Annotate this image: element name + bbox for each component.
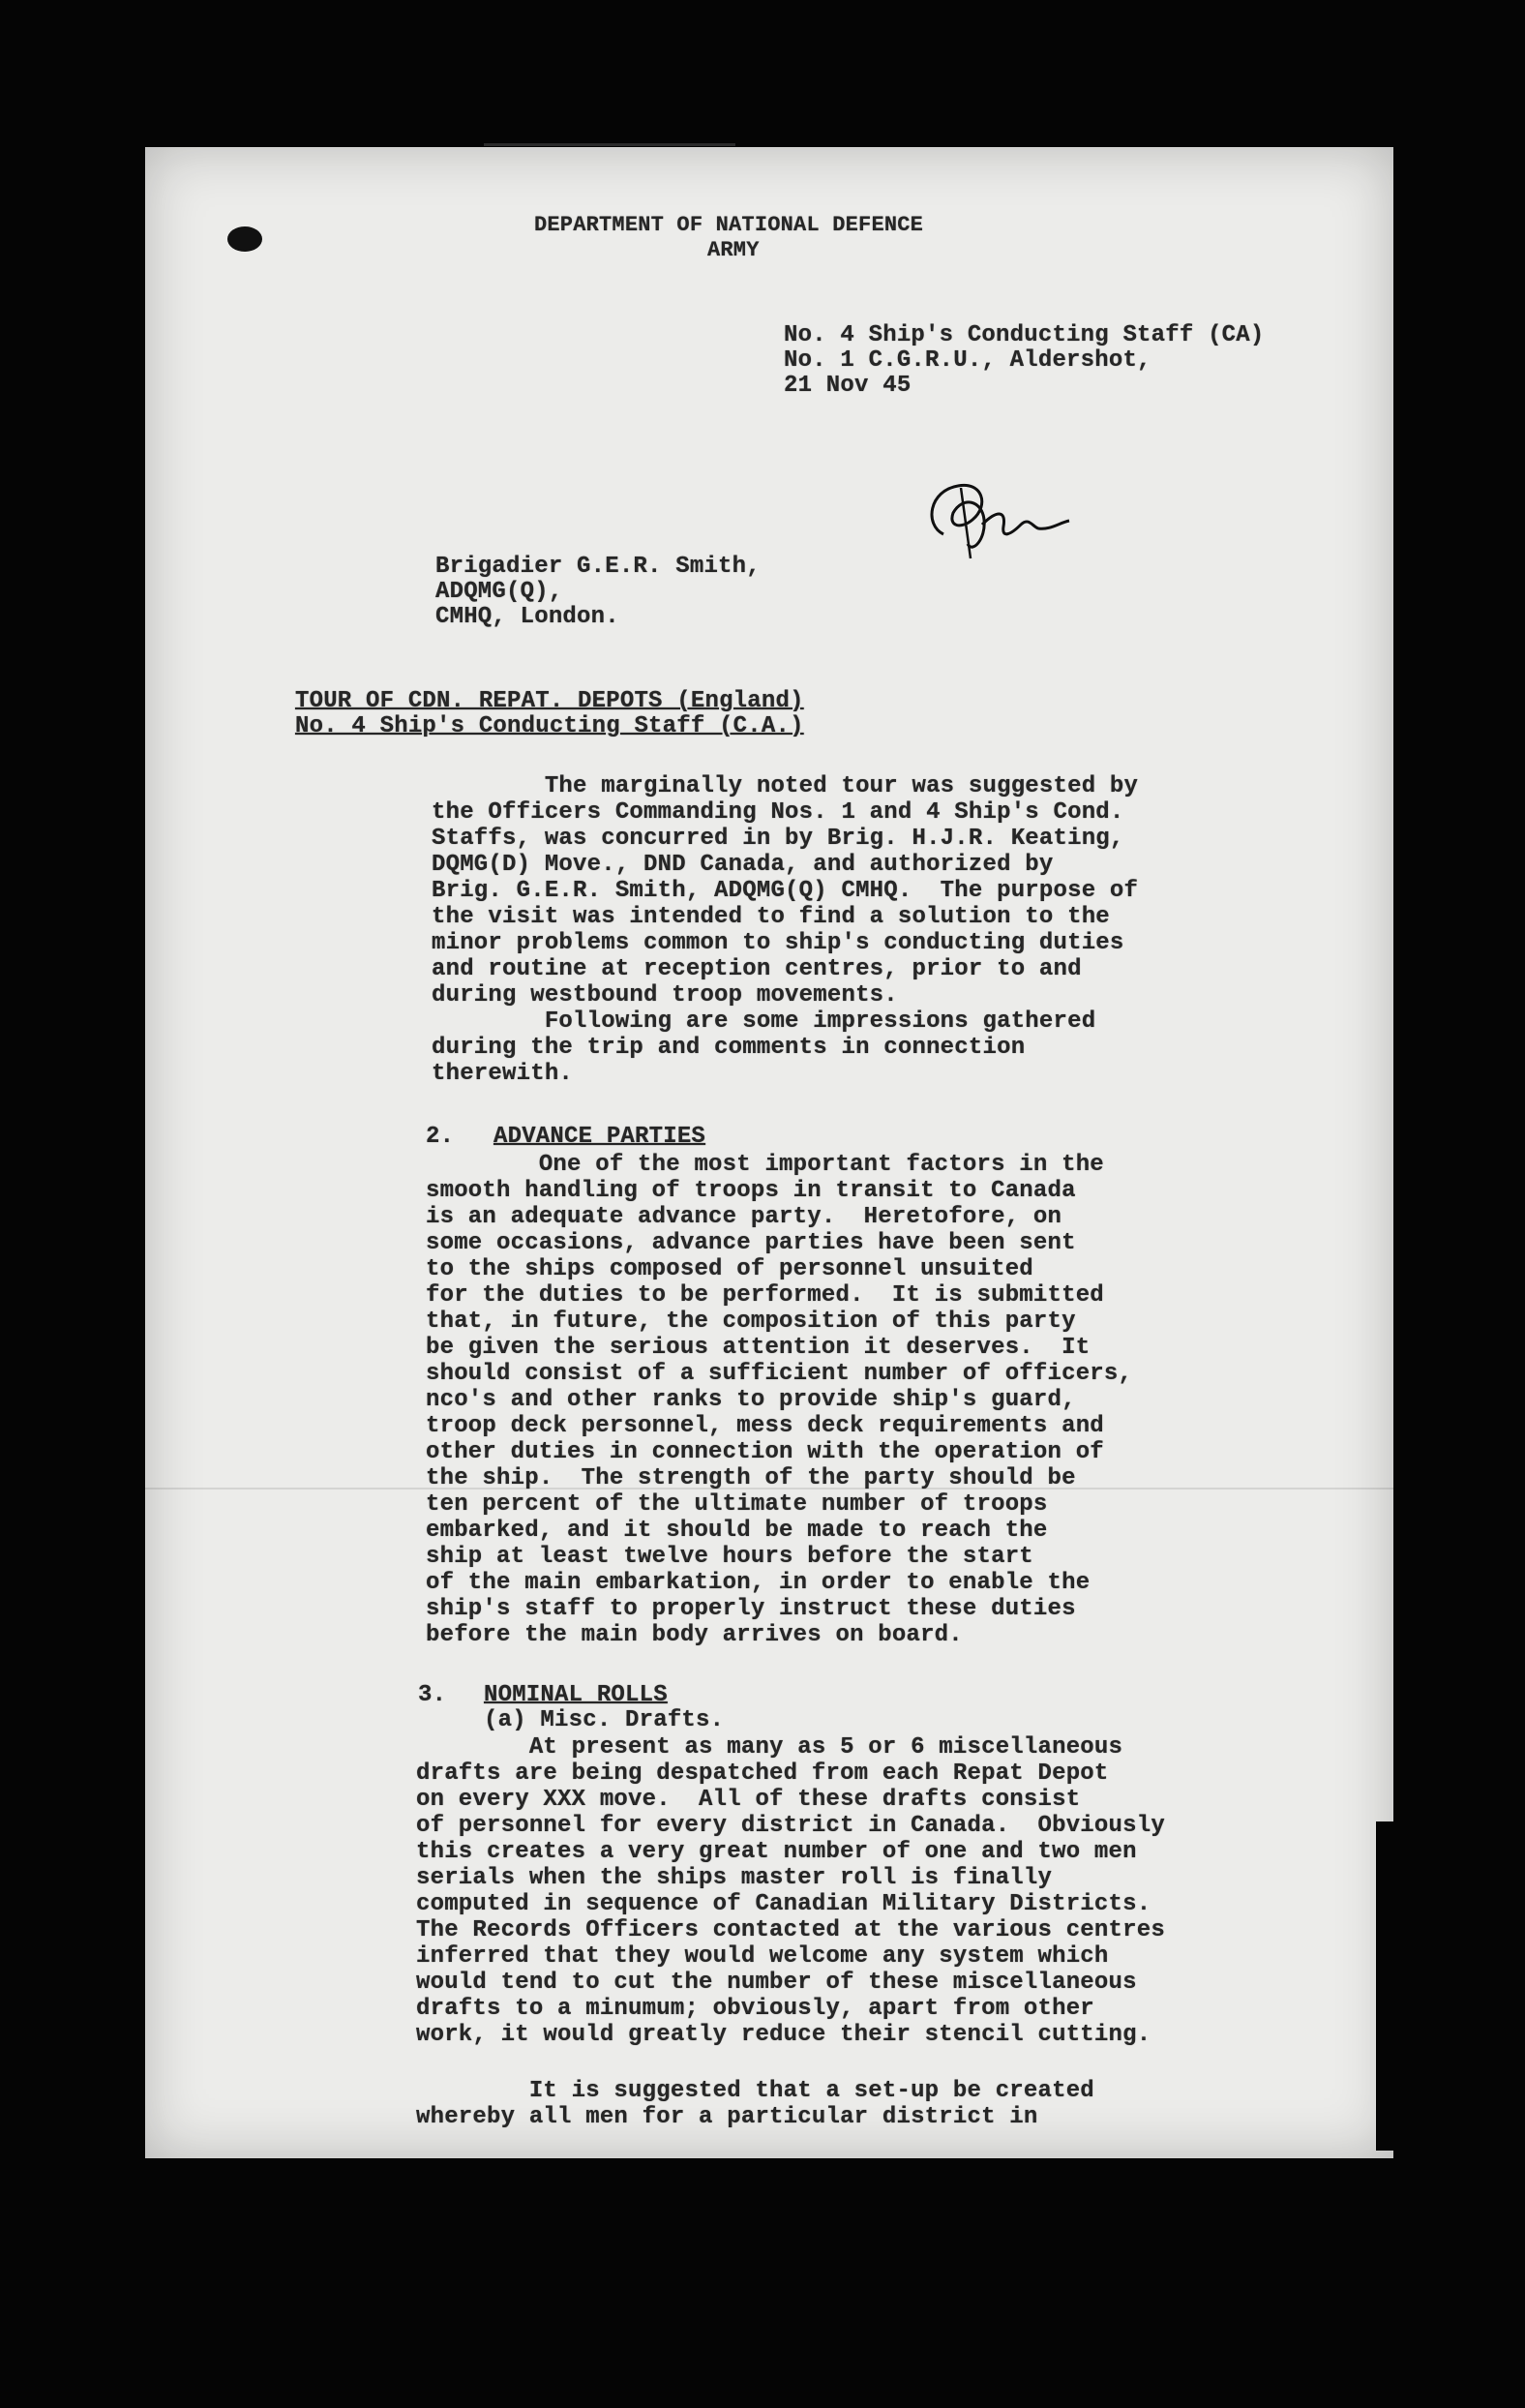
intro-line: during westbound troop movements. [432, 982, 898, 1008]
section-3-line: serials when the ships master roll is finally [416, 1865, 1053, 1891]
section-2-line: ten percent of the ultimate number of troops [426, 1491, 1048, 1518]
sender-line-1: No. 4 Ship's Conducting Staff (CA) [784, 322, 1265, 348]
section-2-line: for the duties to be performed. It is submitted [426, 1282, 1104, 1309]
section-2-line: be given the serious attention it deserves. It [426, 1335, 1091, 1361]
intro-line: The marginally noted tour was suggested by [432, 773, 1139, 799]
margin-mark-top [484, 143, 735, 146]
section-3-subheading: (a) Misc. Drafts. [484, 1707, 725, 1733]
department-heading: DEPARTMENT OF NATIONAL DEFENCE [534, 213, 924, 237]
section-2-line: troop deck personnel, mess deck requirements and [426, 1413, 1104, 1439]
section-2-line: before the main body arrives on board. [426, 1622, 963, 1648]
section-2-line: smooth handling of troops in transit to Canada [426, 1178, 1076, 1204]
section-2-line: ship's staff to properly instruct these duties [426, 1596, 1076, 1622]
section-3-line: drafts are being despatched from each Repat Depot [416, 1761, 1109, 1787]
date-line: 21 Nov 45 [784, 373, 912, 399]
addressee-line-1: Brigadier G.E.R. Smith, [435, 554, 761, 580]
section-2-heading: ADVANCE PARTIES [493, 1124, 706, 1150]
document-page [145, 147, 1393, 2158]
intro-line: Staffs, was concurred in by Brig. H.J.R. Keating, [432, 826, 1124, 852]
subject-line-2: No. 4 Ship's Conducting Staff (C.A.) [295, 713, 804, 739]
section-3-line: drafts to a minumum; obviously, apart from other [416, 1996, 1094, 2022]
intro-line: Brig. G.E.R. Smith, ADQMG(Q) CMHQ. The purpose of [432, 878, 1139, 904]
section-2-line: that, in future, the composition of this party [426, 1309, 1076, 1335]
section-2-line: nco's and other ranks to provide ship's guard, [426, 1387, 1076, 1413]
section-2-line: embarked, and it should be made to reach the [426, 1518, 1048, 1544]
section-3-line: The Records Officers contacted at the various centres [416, 1917, 1165, 1943]
section-3-line: At present as many as 5 or 6 miscellaneous [416, 1734, 1123, 1761]
section-3-number: 3. [418, 1682, 447, 1708]
section-2-line: other duties in connection with the operation of [426, 1439, 1104, 1465]
section-3-line: inferred that they would welcome any system which [416, 1943, 1109, 1970]
section-2-line: is an adequate advance party. Heretofore, on [426, 1204, 1062, 1230]
subject-line-1: TOUR OF CDN. REPAT. DEPOTS (England) [295, 688, 804, 714]
sender-line-2: No. 1 C.G.R.U., Aldershot, [784, 347, 1151, 374]
intro-line: and routine at reception centres, prior to and [432, 956, 1082, 982]
intro-line: Following are some impressions gathered [432, 1008, 1096, 1035]
intro-line: therewith. [432, 1061, 574, 1087]
section-2-line: One of the most important factors in the [426, 1152, 1104, 1178]
section-2-line: should consist of a sufficient number of officers, [426, 1361, 1133, 1387]
section-3-line: computed in sequence of Canadian Military Districts. [416, 1891, 1151, 1917]
section-3-closing-line: It is suggested that a set-up be created [416, 2078, 1094, 2104]
torn-page-edge [1376, 1821, 1393, 2151]
section-2-number: 2. [426, 1124, 455, 1150]
section-3-line: on every XXX move. All of these drafts consist [416, 1787, 1081, 1813]
section-3-line: work, it would greatly reduce their stencil cutting. [416, 2022, 1151, 2048]
addressee-line-3: CMHQ, London. [435, 604, 619, 630]
section-3-line: this creates a very great number of one and two men [416, 1839, 1137, 1865]
intro-line: minor problems common to ship's conducting duties [432, 930, 1124, 956]
addressee-line-2: ADQMG(Q), [435, 579, 563, 605]
intro-line: the visit was intended to find a solution to the [432, 904, 1110, 930]
section-2-line: to the ships composed of personnel unsuited [426, 1256, 1033, 1282]
section-3-heading: NOMINAL ROLLS [484, 1682, 668, 1708]
section-2-line: ship at least twelve hours before the start [426, 1544, 1033, 1570]
punch-hole [227, 226, 262, 252]
branch-heading: ARMY [707, 238, 760, 262]
section-2-line: of the main embarkation, in order to enable the [426, 1570, 1091, 1596]
section-2-line: some occasions, advance parties have been sent [426, 1230, 1076, 1256]
section-3-line: would tend to cut the number of these miscellaneous [416, 1970, 1137, 1996]
section-2-line: the ship. The strength of the party should be [426, 1465, 1076, 1491]
handwritten-initials-signature [914, 467, 1074, 573]
intro-line: the Officers Commanding Nos. 1 and 4 Ship's Cond. [432, 799, 1124, 826]
section-3-closing-line: whereby all men for a particular district in [416, 2104, 1038, 2130]
intro-line: DQMG(D) Move., DND Canada, and authorized by [432, 852, 1054, 878]
section-3-line: of personnel for every district in Canada. Obviously [416, 1813, 1165, 1839]
intro-line: during the trip and comments in connection [432, 1035, 1026, 1061]
